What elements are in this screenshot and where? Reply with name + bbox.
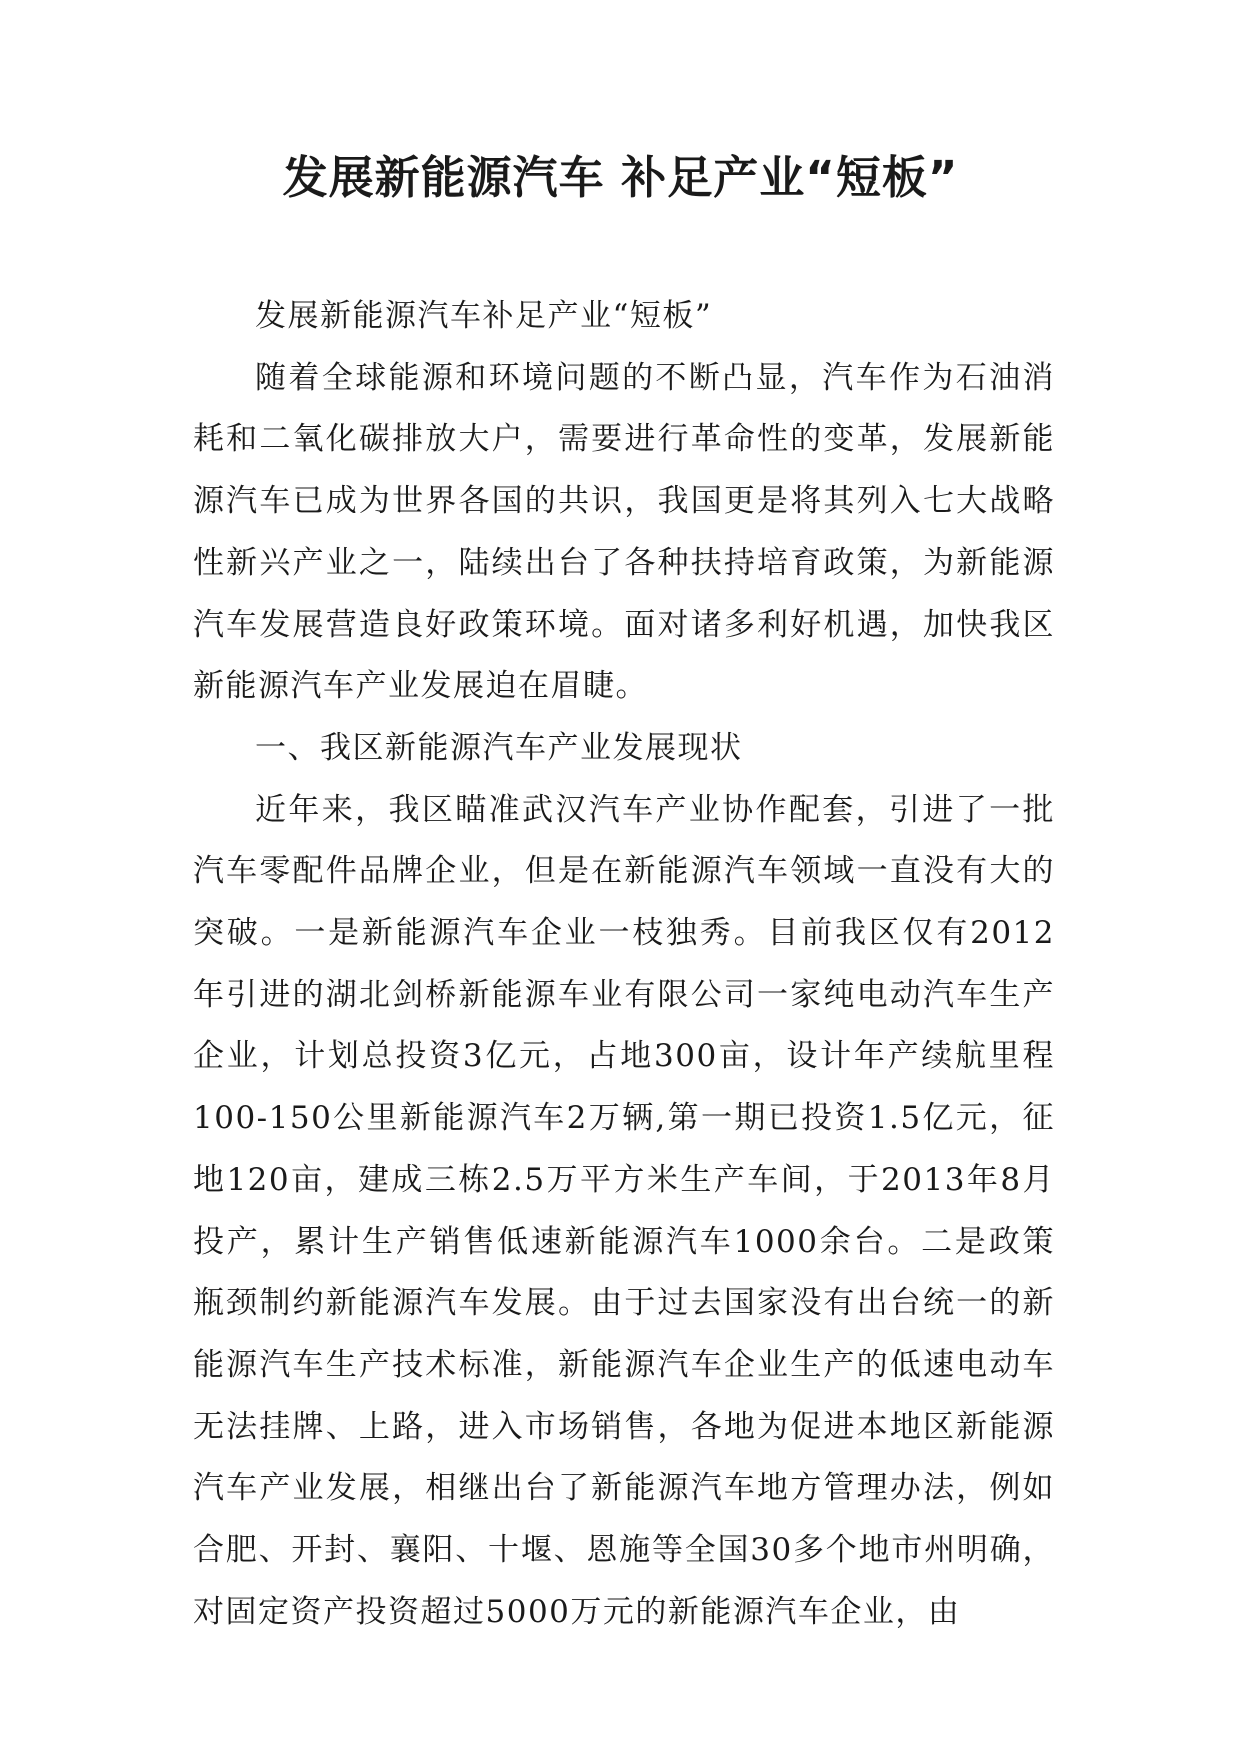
subtitle-paragraph: 发展新能源汽车补足产业“短板” <box>255 298 713 334</box>
document-body <box>193 286 1055 1643</box>
section-heading: 一、我区新能源汽车产业发展现状 <box>255 729 743 766</box>
body-paragraph: 近年来，我区瞄准武汉汽车产业协作配套，引进了一批汽车零配件品牌企业，但是在新能源汽车领域一直没有大的突破。一是新能源汽车企业一枝独秀。目前我区仅有2012年引进的湖北剑桥新能源车业有限公司一家纯电动汽车生产企业，计划总投资3亿元，占地300亩，设计年产续航里程100-150公里新能源汽车2万辆,第一期已投资1.5亿元，征地120亩，建成三栋2.5万平方米生产车间，于2013年8月投产，累计生产销售低速新能源汽车1000余台。二是政策瓶颈制约新能源汽车发展。由于过去国家没有出台统一的新能源汽车生产技术标准，新能源汽车企业生产的低速电动车无法挂牌、上路，进入市场销售，各地为促进本地区新能源汽车产业发展，相继出台了新能源汽车地方管理办法，例如合肥、开封、襄阳、十堰、恩施等全国30多个地市州明确，对固定资产投资超过5000万元的新能源汽车企业，由 <box>193 791 1055 1630</box>
intro-paragraph: 随着全球能源和环境问题的不断凸显，汽车作为石油消耗和二氧化碳排放大户，需要进行革命性的变革，发展新能源汽车已成为世界各国的共识，我国更是将其列入七大战略性新兴产业之一，陆续出台了各种扶持培育政策，为新能源汽车发展营造良好政策环境。面对诸多利好机遇，加快我区新能源汽车产业发展迫在眉睫。 <box>193 359 1055 705</box>
document-title: 发展新能源汽车 补足产业“短板” <box>282 151 959 204</box>
